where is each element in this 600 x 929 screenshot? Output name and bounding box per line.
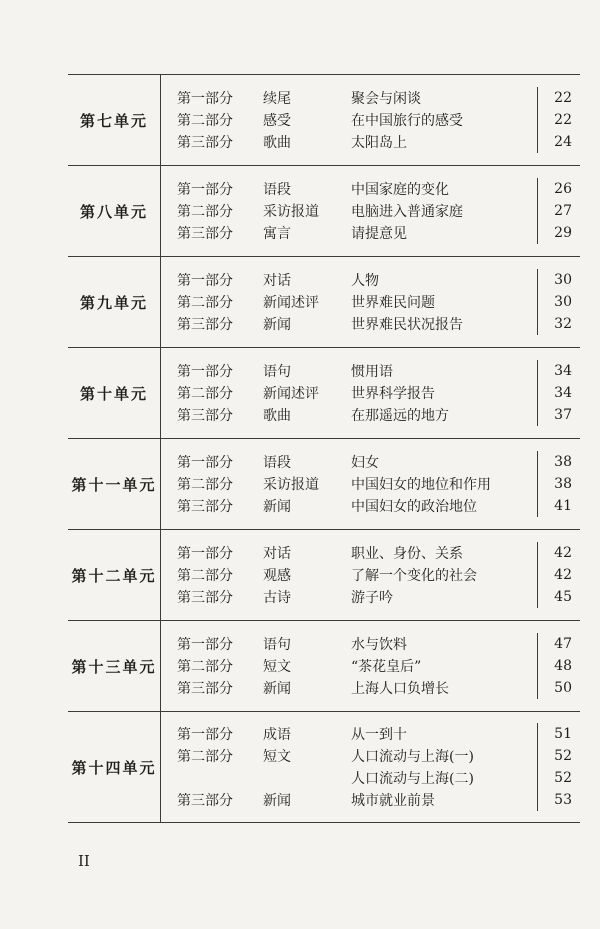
- section-part: 第二部分: [177, 477, 233, 493]
- page-number: II: [78, 852, 90, 870]
- section-part: 第一部分: [177, 91, 233, 107]
- toc-row[interactable]: [161, 451, 580, 473]
- section-part: 第一部分: [177, 727, 233, 743]
- toc-unit: [68, 348, 580, 439]
- page-ref: 27: [537, 200, 580, 222]
- section-part: 第一部分: [177, 273, 233, 289]
- page-ref: 30: [537, 291, 580, 313]
- section-type: 语段: [263, 455, 291, 471]
- section-part: 第二部分: [177, 295, 233, 311]
- page-ref: 22: [537, 109, 580, 131]
- toc-row[interactable]: [161, 789, 580, 811]
- unit-title: 第十四单元: [68, 712, 161, 822]
- section-part: 第二部分: [177, 386, 233, 402]
- section-title: 太阳岛上: [351, 135, 407, 151]
- unit-title: 第十二单元: [68, 530, 161, 620]
- section-title: 妇女: [351, 455, 379, 471]
- section-part: 第一部分: [177, 364, 233, 380]
- unit-rows: [161, 75, 580, 165]
- section-type: 新闻述评: [263, 295, 319, 311]
- section-title: 中国家庭的变化: [351, 182, 449, 198]
- section-type: 古诗: [263, 590, 291, 606]
- toc-row[interactable]: [161, 131, 580, 153]
- section-part: 第三部分: [177, 681, 233, 697]
- page-ref: 41: [537, 495, 580, 517]
- section-type: 语句: [263, 637, 291, 653]
- toc-row[interactable]: [161, 382, 580, 404]
- page-ref: 38: [537, 473, 580, 495]
- toc-row[interactable]: [161, 200, 580, 222]
- page-ref: 42: [537, 564, 580, 586]
- toc-unit: [68, 439, 580, 530]
- page-ref: 52: [537, 767, 580, 789]
- page-ref: 24: [537, 131, 580, 153]
- section-title: 人口流动与上海(二): [351, 771, 474, 787]
- section-title: 聚会与闲谈: [351, 91, 421, 107]
- toc-row[interactable]: [161, 313, 580, 335]
- unit-rows: [161, 712, 580, 822]
- toc-row[interactable]: [161, 655, 580, 677]
- page-ref: 22: [537, 87, 580, 109]
- section-title: 了解一个变化的社会: [351, 568, 477, 584]
- toc-row[interactable]: [161, 564, 580, 586]
- section-type: 对话: [263, 546, 291, 562]
- section-title: 职业、身份、关系: [351, 546, 463, 562]
- section-part: 第二部分: [177, 113, 233, 129]
- toc-row[interactable]: [161, 404, 580, 426]
- section-type: 短文: [263, 659, 291, 675]
- section-title: 电脑进入普通家庭: [351, 204, 463, 220]
- section-part: 第二部分: [177, 204, 233, 220]
- section-type: 新闻: [263, 317, 291, 333]
- toc-row[interactable]: [161, 473, 580, 495]
- section-part: 第三部分: [177, 226, 233, 242]
- toc-row[interactable]: [161, 633, 580, 655]
- toc-unit: [68, 75, 580, 166]
- section-title: 惯用语: [351, 364, 393, 380]
- section-type: 新闻: [263, 793, 291, 809]
- page-ref: 37: [537, 404, 580, 426]
- section-type: 歌曲: [263, 408, 291, 424]
- page-ref: 26: [537, 178, 580, 200]
- toc-row[interactable]: [161, 222, 580, 244]
- toc-unit: [68, 257, 580, 348]
- section-type: 新闻: [263, 499, 291, 515]
- unit-title: 第十三单元: [68, 621, 161, 711]
- page-ref: 50: [537, 677, 580, 699]
- toc-row[interactable]: [161, 109, 580, 131]
- unit-title: 第十单元: [68, 348, 161, 438]
- section-type: 续尾: [263, 91, 291, 107]
- section-part: 第一部分: [177, 182, 233, 198]
- section-title: 游子吟: [351, 590, 393, 606]
- unit-rows: [161, 166, 580, 256]
- section-part: 第二部分: [177, 568, 233, 584]
- section-title: 从一到十: [351, 727, 407, 743]
- section-type: 观感: [263, 568, 291, 584]
- toc-row[interactable]: [161, 269, 580, 291]
- page-ref: 34: [537, 382, 580, 404]
- page-ref: 30: [537, 269, 580, 291]
- section-title: 在那遥远的地方: [351, 408, 449, 424]
- toc-unit: [68, 621, 580, 712]
- section-title: 在中国旅行的感受: [351, 113, 463, 129]
- unit-rows: [161, 621, 580, 711]
- section-type: 采访报道: [263, 204, 319, 220]
- page-ref: 34: [537, 360, 580, 382]
- section-type: 对话: [263, 273, 291, 289]
- section-type: 短文: [263, 749, 291, 765]
- section-type: 新闻: [263, 681, 291, 697]
- section-title: 请提意见: [351, 226, 407, 242]
- page-ref: 52: [537, 745, 580, 767]
- section-part: 第三部分: [177, 590, 233, 606]
- section-part: 第三部分: [177, 135, 233, 151]
- toc-unit: [68, 712, 580, 823]
- section-type: 语段: [263, 182, 291, 198]
- unit-title: 第八单元: [68, 166, 161, 256]
- page-ref: 29: [537, 222, 580, 244]
- section-title: 中国妇女的政治地位: [351, 499, 477, 515]
- toc-row[interactable]: [161, 291, 580, 313]
- page-ref: 48: [537, 655, 580, 677]
- section-part: 第二部分: [177, 749, 233, 765]
- section-title: 中国妇女的地位和作用: [351, 477, 491, 493]
- section-title: 上海人口负增长: [351, 681, 449, 697]
- section-title: 水与饮料: [351, 637, 407, 653]
- section-part: 第三部分: [177, 499, 233, 515]
- page-ref: 32: [537, 313, 580, 335]
- toc-row[interactable]: [161, 723, 580, 745]
- section-title: 城市就业前景: [351, 793, 435, 809]
- unit-rows: [161, 530, 580, 620]
- section-type: 成语: [263, 727, 291, 743]
- toc-unit: [68, 530, 580, 621]
- page-ref: 38: [537, 451, 580, 473]
- toc-unit: [68, 166, 580, 257]
- unit-title: 第七单元: [68, 75, 161, 165]
- toc-row[interactable]: [161, 767, 580, 789]
- section-type: 感受: [263, 113, 291, 129]
- section-type: 寓言: [263, 226, 291, 242]
- toc-row[interactable]: [161, 586, 580, 608]
- table-of-contents: [68, 74, 580, 823]
- section-type: 采访报道: [263, 477, 319, 493]
- toc-row[interactable]: [161, 542, 580, 564]
- section-title: “茶花皇后”: [351, 659, 422, 675]
- section-type: 歌曲: [263, 135, 291, 151]
- section-part: 第一部分: [177, 637, 233, 653]
- toc-row[interactable]: [161, 745, 580, 767]
- page-ref: 45: [537, 586, 580, 608]
- section-type: 新闻述评: [263, 386, 319, 402]
- unit-rows: [161, 439, 580, 529]
- section-part: 第二部分: [177, 659, 233, 675]
- section-title: 人口流动与上海(一): [351, 749, 474, 765]
- section-part: 第一部分: [177, 546, 233, 562]
- toc-row[interactable]: [161, 87, 580, 109]
- page-ref: 47: [537, 633, 580, 655]
- section-type: 语句: [263, 364, 291, 380]
- page-ref: 51: [537, 723, 580, 745]
- section-title: 世界难民问题: [351, 295, 435, 311]
- unit-title: 第九单元: [68, 257, 161, 347]
- toc-row[interactable]: [161, 677, 580, 699]
- section-title: 人物: [351, 273, 379, 289]
- toc-row[interactable]: [161, 178, 580, 200]
- unit-rows: [161, 257, 580, 347]
- section-part: 第三部分: [177, 408, 233, 424]
- unit-rows: [161, 348, 580, 438]
- section-part: 第一部分: [177, 455, 233, 471]
- page-ref: 42: [537, 542, 580, 564]
- page-ref: 53: [537, 789, 580, 811]
- section-part: 第三部分: [177, 317, 233, 333]
- toc-row[interactable]: [161, 495, 580, 517]
- unit-title: 第十一单元: [68, 439, 161, 529]
- toc-row[interactable]: [161, 360, 580, 382]
- section-title: 世界难民状况报告: [351, 317, 463, 333]
- section-part: 第三部分: [177, 793, 233, 809]
- section-title: 世界科学报告: [351, 386, 435, 402]
